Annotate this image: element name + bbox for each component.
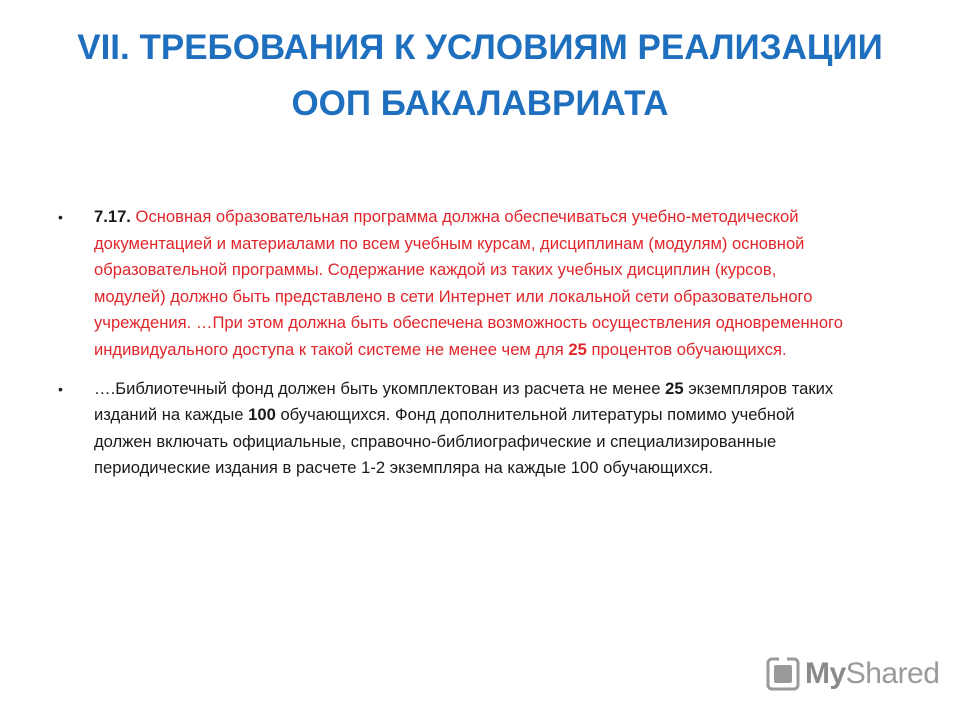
myshared-watermark-logo [765,654,939,694]
slide-title-line-1: VII. ТРЕБОВАНИЯ К УСЛОВИЯМ РЕАЛИЗАЦИИ [77,28,883,67]
clause-text-end: процентов обучающихся. [586,339,787,359]
copies-value: 25 [665,378,684,398]
bullet-marker: • [58,380,63,397]
bullet-item-2 [58,376,848,482]
bullet-item-1 [58,204,848,364]
students-value: 100 [248,405,276,425]
bullet-marker: • [58,209,63,225]
myshared-logo-icon [765,656,801,692]
library-text: ….Библиотечный фонд должен быть укомплектован из расчета не менее [94,378,666,398]
library-text-2: экземпляров таких изданий на каждые [94,378,834,425]
clause-number: 7.17. [94,207,131,226]
library-text-3: обучающихся. Фонд дополнительной литературы помимо учебной должен включать официальные, справочно-библиографические и специализированные периодические издания в расчете 1-2 экземпляра на каждые 100 обучающихся. [94,405,795,478]
percent-value: 25 [568,339,587,359]
slide-body [58,204,848,494]
myshared-logo-text: MyShared [805,657,940,690]
slide-title-line-2: ООП БАКАЛАВРИАТА [291,84,669,123]
clause-text: Основная образовательная программа должна обеспечиваться учебно-методической документацией и материалами по всем учебным курсам, дисциплинам (модулям) основной образовательной программы. Содержание каждой из таких учебных дисциплин (курсов, модулей) должно быть представлено в сети Интернет или локальной сети образовательного учреждения. …При этом должна быть обеспечена возможность осуществления одновременного индивидуального доступа к такой системе не менее чем для [94,207,843,359]
slide-title [40,20,920,132]
